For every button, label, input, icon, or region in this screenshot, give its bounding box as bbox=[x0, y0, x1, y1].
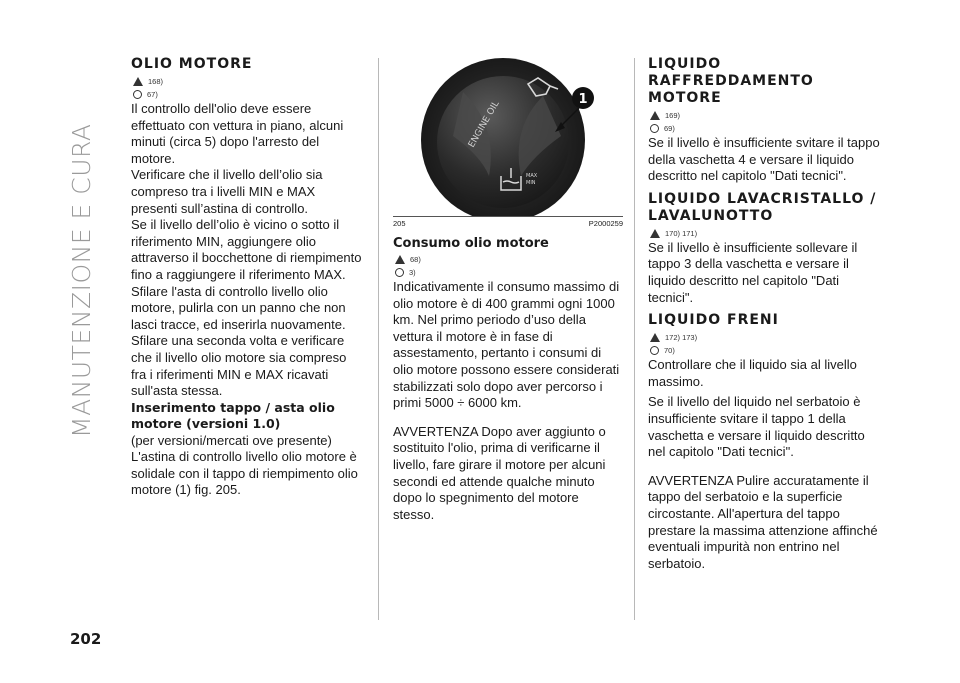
callout-number: 1 bbox=[578, 92, 588, 107]
body-paragraph: Indicativamente il consumo massimo di olio motore è di 400 grammi ogni 1000 km. Nel primo periodo d’uso della vettura il motore è in fase di assestamento, pertanto i consumi di olio motore possono essere considerati stabilizzati solo dopo aver percorso i primi 5000 ÷ 6000 km. bbox=[393, 279, 620, 411]
hint-bulb-icon bbox=[650, 346, 659, 355]
body-paragraph: Sfilare una seconda volta e verificare che il livello olio motore sia compreso fra i riferimenti MIN e MAX ricavati sull'asta stessa. bbox=[131, 333, 347, 399]
ref-code: 70) bbox=[664, 346, 675, 356]
oil-cap-subheading: Inserimento tappo / asta olio motore (versioni 1.0) bbox=[131, 399, 335, 431]
warning-triangle-icon bbox=[395, 255, 405, 264]
washer-fluid-title: LIQUIDO LAVACRISTALLO / LAVALUNOTTO bbox=[648, 190, 877, 224]
ref-code: 168) bbox=[148, 77, 164, 86]
warning-ref bbox=[650, 227, 884, 240]
cap-engine-oil-text: ENGINE OIL bbox=[466, 99, 502, 150]
warning-triangle-icon bbox=[133, 77, 143, 86]
hint-ref bbox=[133, 88, 363, 101]
engine-oil-title: OLIO MOTORE bbox=[131, 56, 253, 72]
min-mark-label: MIN bbox=[526, 180, 536, 186]
warning-triangle-icon bbox=[650, 111, 660, 120]
figure-rule bbox=[393, 216, 623, 217]
body-paragraph: Se il livello è insufficiente svitare il tappo della vaschetta 4 e versare il liquido descritto nel capitolo "Dati tecnici". bbox=[648, 135, 880, 184]
fluids-column bbox=[648, 56, 884, 572]
column-divider-left bbox=[378, 58, 379, 620]
ref-code: 172) 173) bbox=[665, 333, 698, 343]
hint-ref bbox=[650, 344, 884, 357]
oil-filler-cap-image bbox=[393, 56, 623, 216]
column-divider-right bbox=[634, 58, 635, 620]
hint-ref bbox=[650, 122, 884, 135]
ref-code: 169) bbox=[665, 111, 681, 120]
ref-code: 170) 171) bbox=[665, 228, 698, 238]
warning-triangle-icon bbox=[650, 229, 660, 238]
engine-oil-column bbox=[131, 56, 363, 499]
page-number: 202 bbox=[70, 630, 102, 648]
hint-bulb-icon bbox=[395, 268, 404, 277]
oil-consumption-subheading: Consumo olio motore bbox=[393, 236, 549, 251]
figure-caption bbox=[393, 219, 623, 228]
body-paragraph: Controllare che il liquido sia al livello massimo. bbox=[648, 357, 857, 389]
ref-code: 67) bbox=[147, 90, 158, 99]
body-paragraph: Se il livello dell’olio è vicino o sotto il riferimento MIN, aggiungere olio attraverso il bocchettone di riempimento fino a raggiungere il riferimento MAX. bbox=[131, 217, 362, 282]
ref-code: 3) bbox=[409, 268, 416, 277]
warning-paragraph: AVVERTENZA Dopo aver aggiunto o sostituito l'olio, prima di verificarne il livello, fare girare il motore per alcuni secondi ed attende qualche minuto dopo lo spegnimento del motore stesso. bbox=[393, 423, 606, 522]
body-paragraph: Se il livello è insufficiente sollevare il tappo 3 della vaschetta e versare il liquido descritto nel capitolo "Dati tecnici". bbox=[648, 239, 858, 305]
section-side-label: MANUTENZIONE E CURA bbox=[67, 123, 96, 438]
coolant-title: LIQUIDO RAFFREDDAMENTO MOTORE bbox=[648, 56, 814, 106]
hint-ref bbox=[395, 266, 623, 279]
ref-code: 69) bbox=[664, 124, 675, 133]
body-paragraph: (per versioni/mercati ove presente) bbox=[131, 432, 332, 448]
body-paragraph: Sfilare l'asta di controllo livello olio motore, pulirla con un panno che non lasci tracce, ed inserirla nuovamente. bbox=[131, 283, 346, 332]
body-paragraph: Il controllo dell'olio deve essere effettuato con vettura in piano, alcuni minuti (circa 5) dopo l'arresto del motore. bbox=[131, 101, 344, 166]
warning-triangle-icon bbox=[650, 333, 660, 342]
ref-code: 68) bbox=[410, 255, 421, 264]
warning-ref bbox=[650, 331, 884, 344]
brake-fluid-title: LIQUIDO FRENI bbox=[648, 312, 779, 329]
body-paragraph: Se il livello del liquido nel serbatoio è insufficiente svitare il tappo 1 della vaschetta e versare il liquido descritto nel capitolo "Dati tecnici". bbox=[648, 394, 865, 460]
figure-number: 205 bbox=[393, 219, 406, 228]
hint-bulb-icon bbox=[133, 90, 142, 99]
warning-ref bbox=[133, 75, 363, 88]
warning-ref bbox=[395, 253, 623, 266]
hint-bulb-icon bbox=[650, 124, 659, 133]
warning-ref bbox=[650, 109, 884, 122]
body-paragraph: Verificare che il livello dell’olio sia compreso tra i livelli MIN e MAX presenti sull’astina di controllo. bbox=[131, 167, 323, 216]
oil-consumption-column bbox=[393, 56, 623, 523]
body-paragraph: L'astina di controllo livello olio motore è solidale con il tappo di riempimento olio motore (1) fig. 205. bbox=[131, 449, 358, 498]
max-mark-label: MAX bbox=[526, 173, 538, 179]
figure-code: P2000259 bbox=[588, 219, 623, 228]
warning-paragraph: AVVERTENZA Pulire accuratamente il tappo del serbatoio e la superficie circostante. All'apertura del tappo prestare la massima attenzione affinché eventuali impurità non entrino nel serbatoio. bbox=[648, 472, 878, 571]
oil-cap-figure bbox=[393, 56, 623, 216]
